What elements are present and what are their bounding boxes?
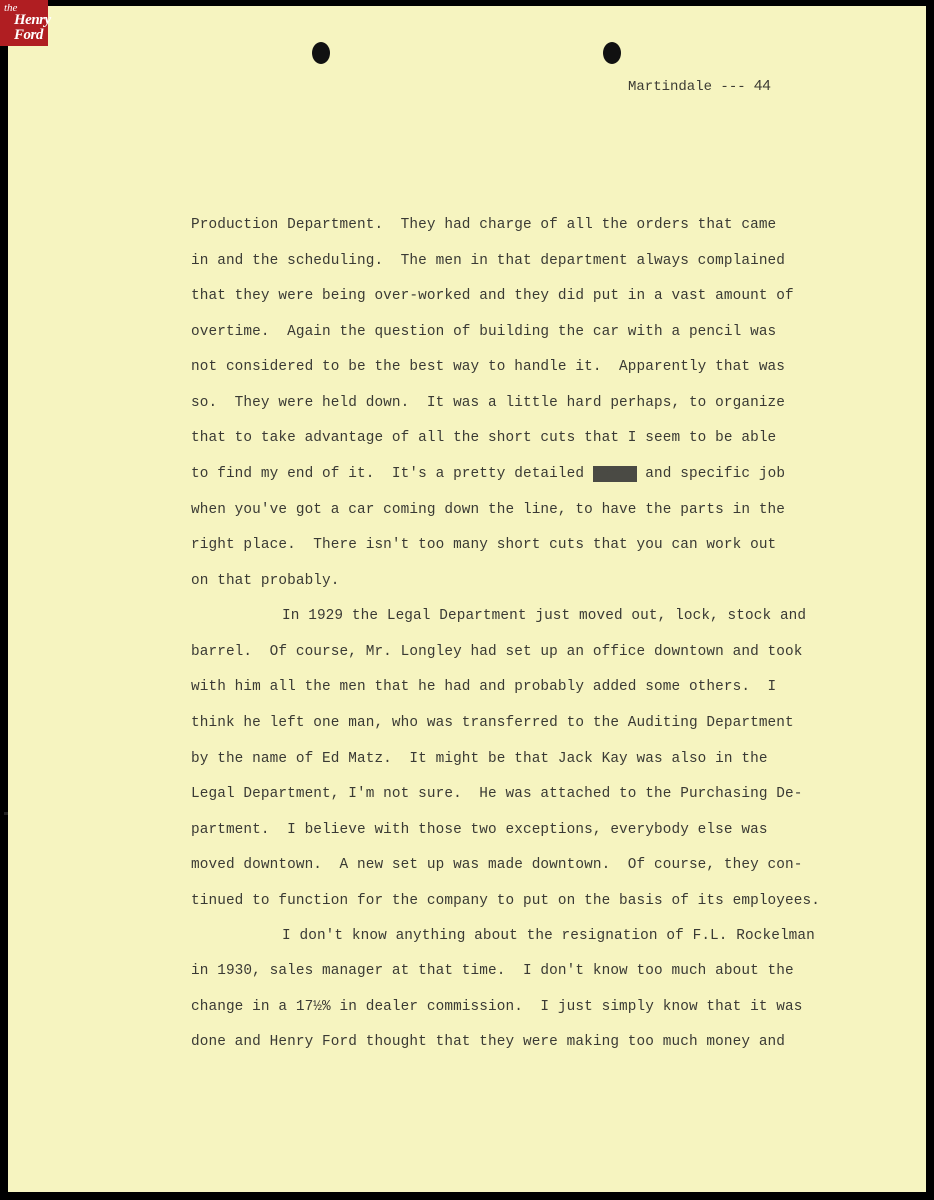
- text-line: partment. I believe with those two exceptions, everybody else was: [191, 822, 768, 838]
- margin-mark: [4, 812, 8, 815]
- struck-out-word: mdmdd: [592, 466, 637, 482]
- text-line: right place. There isn't too many short cuts that you can work out: [191, 537, 777, 553]
- text-line: done and Henry Ford thought that they were making too much money and: [191, 1034, 786, 1050]
- text-line: think he left one man, who was transferred to the Auditing Department: [191, 715, 794, 731]
- text-line: so. They were held down. It was a little hard perhaps, to organize: [191, 395, 786, 411]
- header-name: Martindale ---: [628, 79, 746, 95]
- text-line: moved downtown. A new set up was made downtown. Of course, they con-: [191, 857, 803, 873]
- text-line: that they were being over-worked and they did put in a vast amount of: [191, 288, 794, 304]
- text-line: on that probably.: [191, 573, 340, 589]
- text-line: tinued to function for the company to put on the basis of its employees.: [191, 893, 820, 909]
- text-line: not considered to be the best way to handle it. Apparently that was: [191, 359, 786, 375]
- text-line: Legal Department, I'm not sure. He was attached to the Purchasing De-: [191, 786, 803, 802]
- text-line: change in a 17½% in dealer commission. I just simply know that it was: [191, 999, 803, 1015]
- text-line: In 1929 the Legal Department just moved out, lock, stock and: [282, 608, 807, 624]
- text-line: in 1930, sales manager at that time. I don't know too much about the: [191, 963, 794, 979]
- text-line: with him all the men that he had and probably added some others. I: [191, 679, 777, 695]
- punch-hole-right: [603, 42, 621, 64]
- page-header: [628, 77, 771, 95]
- text-line-part: and specific job: [636, 466, 786, 482]
- logo-henry: Henry: [14, 12, 51, 28]
- text-line: when you've got a car coming down the line, to have the parts in the: [191, 502, 786, 518]
- logo-the: the: [4, 2, 18, 14]
- punch-hole-left: [312, 42, 330, 64]
- text-line: I don't know anything about the resignation of F.L. Rockelman: [282, 928, 815, 944]
- text-line: by the name of Ed Matz. It might be that Jack Kay was also in the: [191, 751, 768, 767]
- text-line: overtime. Again the question of building the car with a pencil was: [191, 324, 777, 340]
- text-line-part: to find my end of it. It's a pretty detailed: [191, 466, 585, 482]
- text-line: [191, 466, 785, 482]
- logo-ford: Ford: [14, 27, 43, 43]
- text-line: that to take advantage of all the short cuts that I seem to be able: [191, 430, 777, 446]
- henry-ford-logo: [0, 0, 51, 46]
- page-number: 44: [754, 77, 771, 94]
- text-line: Production Department. They had charge of all the orders that came: [191, 217, 777, 233]
- text-line: barrel. Of course, Mr. Longley had set up an office downtown and took: [191, 644, 803, 660]
- text-line: in and the scheduling. The men in that department always complained: [191, 253, 786, 269]
